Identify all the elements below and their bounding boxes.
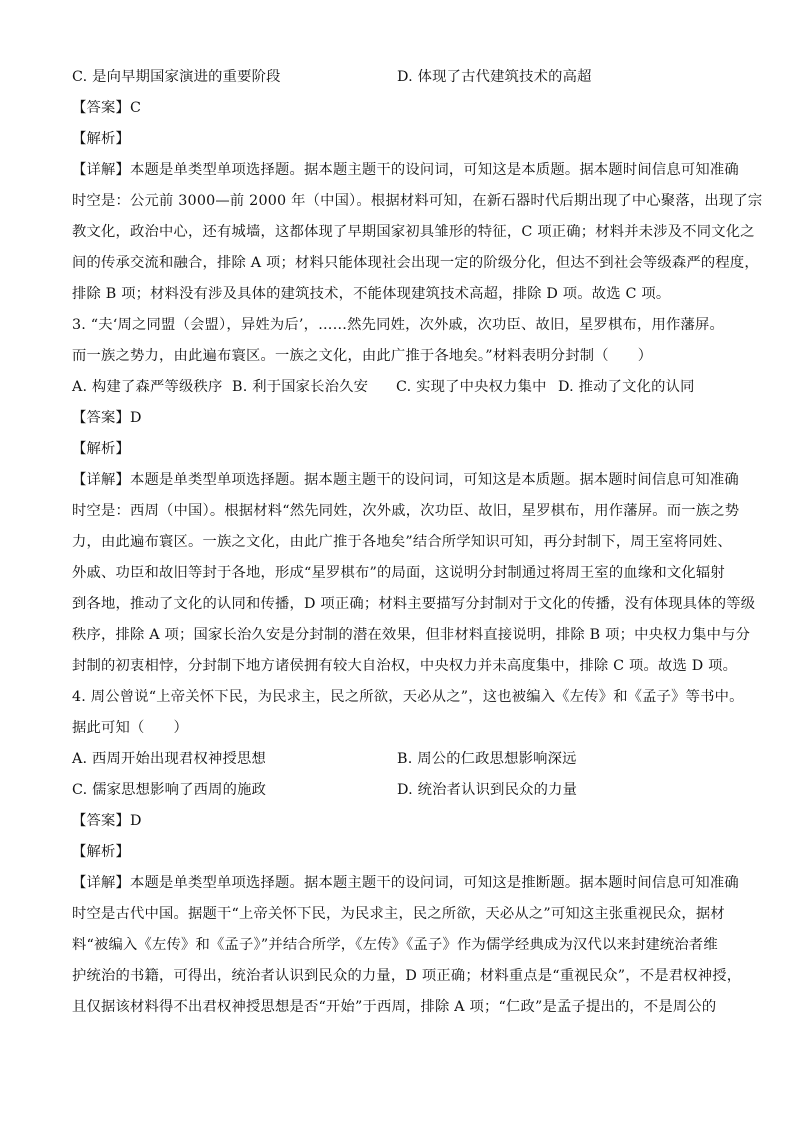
detail-line: 时空是：西周（中国）。根据材料“然先同姓，次外戚，次功臣、故旧，星罗棋布，用作藩屏。而一族之势 [72, 503, 740, 519]
detail-line: 到各地，推动了文化的认同和传播，D 项正确；材料主要描写分封制对于文化的传播，没有体现具体的等级 [72, 596, 756, 612]
stem-line: 3. “夫‘周之同盟（会盟），异姓为后’，……然先同姓，次外戚，次功臣、故旧，星罗棋布，用作藩屏。 [72, 317, 724, 333]
answer-value: C [130, 100, 142, 116]
stem-line: 4. 周公曾说“上帝关怀下民，为民求主，民之所欲，天必从之”，这也被编入《左传》和《孟子》等书中。 [72, 689, 744, 705]
exam-page [72, 62, 763, 1023]
q3-options-row [72, 372, 732, 403]
detail-line: 外戚、功臣和故旧等封于各地，形成“星罗棋布”的局面，这说明分封制通过将周王室的血缘和文化辐射 [72, 565, 725, 581]
detail-line: 【详解】本题是单类型单项选择题。据本题主题干的设问词，可知这是本质题。据本题时间信息可知准确 [72, 162, 739, 178]
detail-line: 间的传承交流和融合，排除 A 项；材料只能体现社会出现一定的阶级分化，但达不到社会等级森严的程度， [72, 255, 759, 271]
detail-line: 封制的初衷相悖，分封制下地方诸侯拥有较大自治权，中央权力并未高度集中，排除 C 项。故选 D 项。 [72, 658, 738, 674]
q4-analysis-label: 【解析】 [72, 844, 130, 860]
detail-line: 排除 B 项；材料没有涉及具体的建筑技术，不能体现建筑技术高超，排除 D 项。故选 C 项。 [72, 286, 671, 302]
q4-option-a: A. 西周开始出现君权神授思想 [72, 751, 266, 767]
answer-label: 【答案】 [72, 813, 130, 829]
q3-stem [72, 310, 732, 372]
q2-option-d: D. 体现了古代建筑技术的高超 [397, 69, 592, 85]
q2-options-row [72, 62, 732, 93]
q4-detail [72, 868, 742, 1023]
q3-option-a: A. 构建了森严等级秩序 [72, 379, 223, 395]
detail-line: 【详解】本题是单类型单项选择题。据本题主题干的设问词，可知这是推断题。据本题时间信息可知准确 [72, 875, 739, 891]
stem-line: 而一族之势力，由此遍布寰区。一族之文化，由此广推于各地矣。”材料表明分封制（ ） [72, 348, 653, 364]
detail-line: 时空是古代中国。据题干“上帝关怀下民，为民求主，民之所欲，天必从之”可知这主张重视民众，据材 [72, 906, 725, 922]
detail-line: 教文化，政治中心，还有城墙，这都体现了早期国家初具雏形的特征，C 项正确；材料并未涉及不同文化之 [72, 224, 755, 240]
q2-detail [72, 155, 763, 310]
detail-line: 【详解】本题是单类型单项选择题。据本题主题干的设问词，可知这是本质题。据本题时间信息可知准确 [72, 472, 739, 488]
q3-detail [72, 465, 756, 682]
q4-option-d: D. 统治者认识到民众的力量 [397, 782, 578, 798]
q2-analysis-label: 【解析】 [72, 131, 130, 147]
detail-line: 时空是：公元前 3000—前 2000 年（中国）。根据材料可知，在新石器时代后期出现了中心聚落，出现了宗 [72, 193, 763, 209]
answer-value: D [130, 813, 142, 829]
answer-label: 【答案】 [72, 100, 130, 116]
q3-option-b: B. 利于国家长治久安 [232, 379, 369, 395]
q4-options-row-2 [72, 775, 732, 806]
answer-label: 【答案】 [72, 410, 130, 426]
q4-answer [72, 806, 732, 837]
q4-option-c: C. 儒家思想影响了西周的施政 [72, 782, 267, 798]
q4-stem [72, 682, 744, 744]
q3-option-d: D. 推动了文化的认同 [558, 379, 695, 395]
q2-answer [72, 93, 732, 124]
detail-line: 秩序，排除 A 项；国家长治久安是分封制的潜在效果，但非材料直接说明，排除 B 项；中央权力集中与分 [72, 627, 751, 643]
q2-option-c: C. 是向早期国家演进的重要阶段 [72, 69, 281, 85]
q3-analysis-label: 【解析】 [72, 441, 130, 457]
q3-answer [72, 403, 732, 434]
detail-line: 力，由此遍布寰区。一族之文化，由此广推于各地矣”结合所学知识可知，再分封制下，周王室将同姓、 [72, 534, 732, 550]
q4-option-b: B. 周公的仁政思想影响深远 [397, 751, 577, 767]
answer-value: D [130, 410, 142, 426]
detail-line: 且仅据该材料得不出君权神授思想是否“开始”于西周，排除 A 项；“仁政”是孟子提出的，不是周公的 [72, 999, 717, 1015]
detail-line: 护统治的书籍，可得出，统治者认识到民众的力量，D 项正确；材料重点是“重视民众”，不是君权神授， [72, 968, 742, 984]
detail-line: 料“被编入《左传》和《孟子》”并结合所学，《左传》《孟子》作为儒学经典成为汉代以来封建统治者维 [72, 937, 718, 953]
q4-options-row-1 [72, 744, 732, 775]
stem-line: 据此可知（ ） [72, 720, 188, 736]
q3-option-c: C. 实现了中央权力集中 [396, 379, 547, 395]
